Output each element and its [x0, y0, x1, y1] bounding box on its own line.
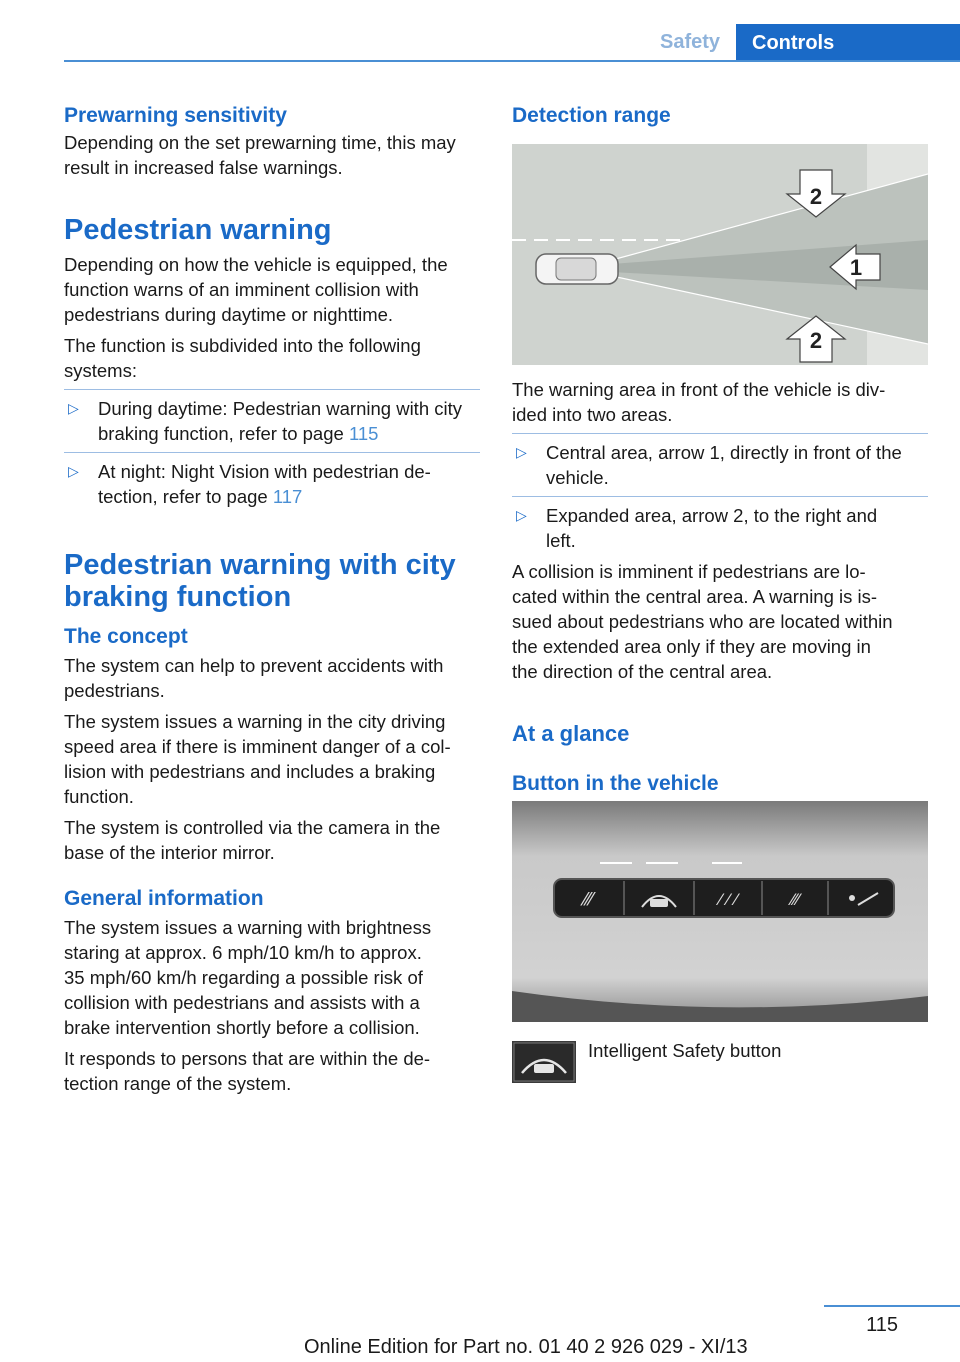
list-item	[512, 503, 928, 553]
edition-note: Online Edition for Part no. 01 40 2 926 029 - XI/13	[304, 1336, 748, 1358]
concept-text-3: The system is controlled via the camera in the base of the interior mirror.	[64, 817, 441, 863]
svg-text:⁄⁄⁄: ⁄⁄⁄	[583, 889, 593, 910]
city-braking-heading-line2: braking function	[64, 581, 292, 613]
pedestrian-warning-heading: Pedestrian warning	[64, 214, 332, 246]
detection-range-diagram	[512, 144, 928, 365]
at-a-glance-heading: At a glance	[512, 721, 630, 746]
arrow-1-label: 1	[849, 255, 863, 280]
left-column	[64, 100, 480, 1096]
divider	[512, 433, 928, 434]
header-rule	[64, 60, 960, 62]
pedestrian-warning-text-1: Depending on how the vehicle is equipped, the function warns of an imminent collision with pedestrians during daytime or nighttime.	[64, 254, 448, 325]
prewarning-heading: Prewarning sensitivity	[64, 104, 287, 127]
arrow-2-top-label: 2	[809, 184, 823, 209]
list-item-text: Expanded area, arrow 2, to the right and	[546, 505, 878, 526]
concept-text-1: The system can help to prevent accidents with pedestrians.	[64, 655, 444, 701]
general-info-text-2: It responds to persons that are within the de- tection range of the system.	[64, 1048, 431, 1094]
page-number: 115	[866, 1314, 898, 1336]
list-item-text: tection, refer to page	[98, 486, 273, 507]
page-link-115[interactable]: 115	[348, 423, 379, 444]
tab-controls: Controls	[736, 24, 960, 62]
list-item-text: Central area, arrow 1, directly in front of the	[546, 442, 902, 463]
list-item-text: left.	[546, 530, 576, 551]
svg-text:⁄ ⁄ ⁄: ⁄ ⁄ ⁄	[718, 890, 738, 909]
divider	[512, 496, 928, 497]
list-item	[64, 396, 480, 446]
list-item-text: vehicle.	[546, 467, 609, 488]
city-braking-heading-line1: Pedestrian warning with city	[64, 549, 456, 581]
intelligent-safety-icon	[512, 1041, 576, 1083]
list-item	[512, 440, 928, 490]
pedestrian-warning-text-2: The function is subdivided into the following systems:	[64, 335, 421, 381]
general-info-heading: General information	[64, 887, 264, 910]
triangle-bullet-icon: ▷	[516, 444, 527, 460]
right-column-body	[512, 377, 928, 800]
button-panel-photo	[512, 801, 928, 1022]
page-link-117[interactable]: 117	[272, 486, 303, 507]
detection-range-heading: Detection range	[512, 104, 671, 127]
button-caption: Intelligent Safety button	[588, 1040, 782, 1061]
triangle-bullet-icon: ▷	[68, 400, 79, 416]
car-icon	[536, 254, 618, 284]
list-item-text: During daytime: Pedestrian warning with city braking function, refer to page	[98, 398, 462, 444]
footer-rule	[824, 1305, 960, 1307]
arrow-2-bottom-label: 2	[809, 328, 823, 353]
divider	[64, 389, 480, 390]
triangle-bullet-icon: ▷	[516, 507, 527, 523]
svg-text:⁄⁄⁄: ⁄⁄⁄	[790, 890, 800, 909]
concept-heading: The concept	[64, 625, 188, 648]
tab-safety: Safety	[659, 31, 721, 53]
right-column	[512, 100, 928, 132]
collision-text: A collision is imminent if pedestrians are lo- cated within the central area. A warning is is- sued about pedestrians who are located within the extended area only if they are moving in the direction of the central area.	[512, 561, 893, 682]
triangle-bullet-icon: ▷	[68, 463, 79, 479]
general-info-text-1: The system issues a warning with brightness staring at approx. 6 mph/10 km/h to approx. 35 mph/60 km/h regarding a possible risk of collision with pedestrians and assists with a brake intervention shortly before a collision.	[64, 917, 432, 1038]
list-item-text: At night: Night Vision with pedestrian de-	[98, 461, 431, 482]
button-in-vehicle-heading: Button in the vehicle	[512, 772, 719, 795]
warning-area-text: The warning area in front of the vehicle is div- ided into two areas.	[512, 379, 886, 425]
list-item	[64, 459, 480, 509]
prewarning-text: Depending on the set prewarning time, this may result in increased false warnings.	[64, 132, 456, 178]
divider	[64, 452, 480, 453]
city-braking-heading	[64, 549, 480, 613]
concept-text-2: The system issues a warning in the city driving speed area if there is imminent danger of a col- lision with pedestrians and includes a braking function.	[64, 711, 451, 807]
